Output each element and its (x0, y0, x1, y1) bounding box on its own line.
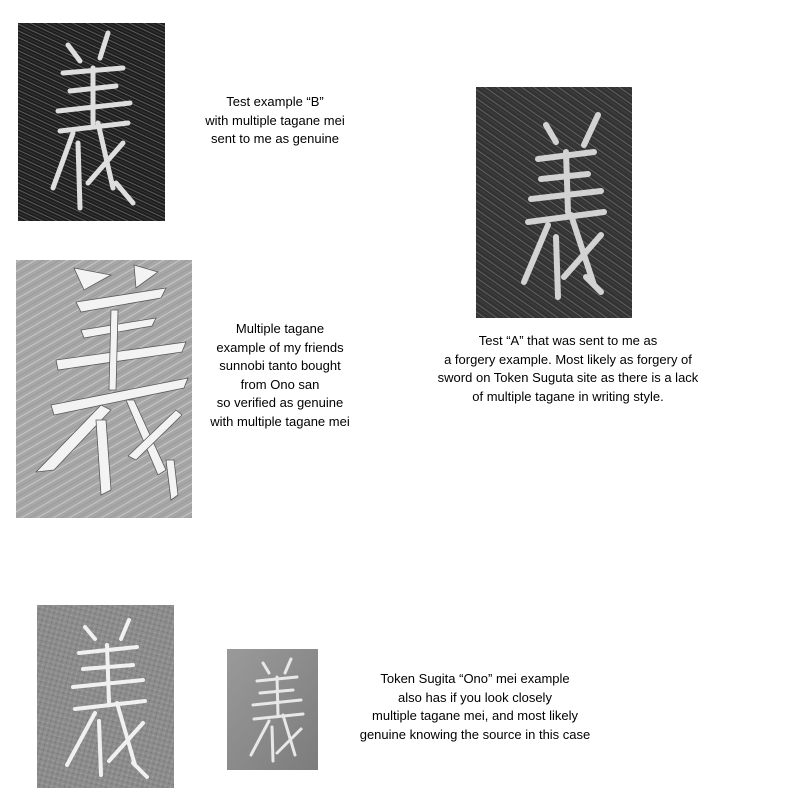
caption-line: Test “A” that was sent to me as (478, 333, 658, 348)
caption-line: sent to me as genuine (211, 131, 339, 146)
caption-line: with multiple tagane mei (205, 112, 345, 128)
caption-line: sword on Token Suguta site as there is a lack (437, 370, 699, 385)
photo-test-example-a (476, 87, 632, 318)
engraved-mei-image-sugita-1 (37, 605, 174, 788)
caption-line: Test example “B” (226, 94, 324, 109)
caption-sugita-mei (345, 670, 605, 744)
photo-test-example-b (18, 23, 165, 221)
caption-line: multiple tagane mei, and most likely (372, 708, 578, 723)
photo-sugita-mei-large (37, 605, 174, 788)
caption-line: with multiple tagane mei (210, 413, 350, 429)
photo-friend-tanto (16, 260, 192, 518)
caption-line: from Ono san (240, 376, 320, 392)
caption-line: example of my friends (216, 339, 344, 355)
caption-line: of multiple tagane in writing style. (472, 388, 664, 404)
caption-line: a forgery example. Most likely as forgery of (444, 351, 692, 367)
caption-test-example-b (185, 93, 365, 149)
caption-line: so verified as genuine (216, 395, 344, 410)
caption-line: genuine knowing the source in this case (359, 726, 591, 742)
caption-friend-tanto (190, 320, 370, 431)
caption-test-example-a (418, 332, 718, 406)
engraved-mei-image-b (18, 23, 165, 221)
photo-sugita-mei-small (227, 649, 318, 770)
engraved-mei-image-a (476, 87, 632, 318)
caption-line: also has if you look closely (398, 689, 552, 705)
engraved-mei-image-sugita-2 (227, 649, 318, 770)
caption-line: Multiple tagane (235, 321, 325, 336)
engraved-mei-image-friend (16, 260, 192, 518)
caption-line: sunnobi tanto bought (219, 358, 341, 373)
caption-line: Token Sugita “Ono” mei example (380, 671, 570, 686)
